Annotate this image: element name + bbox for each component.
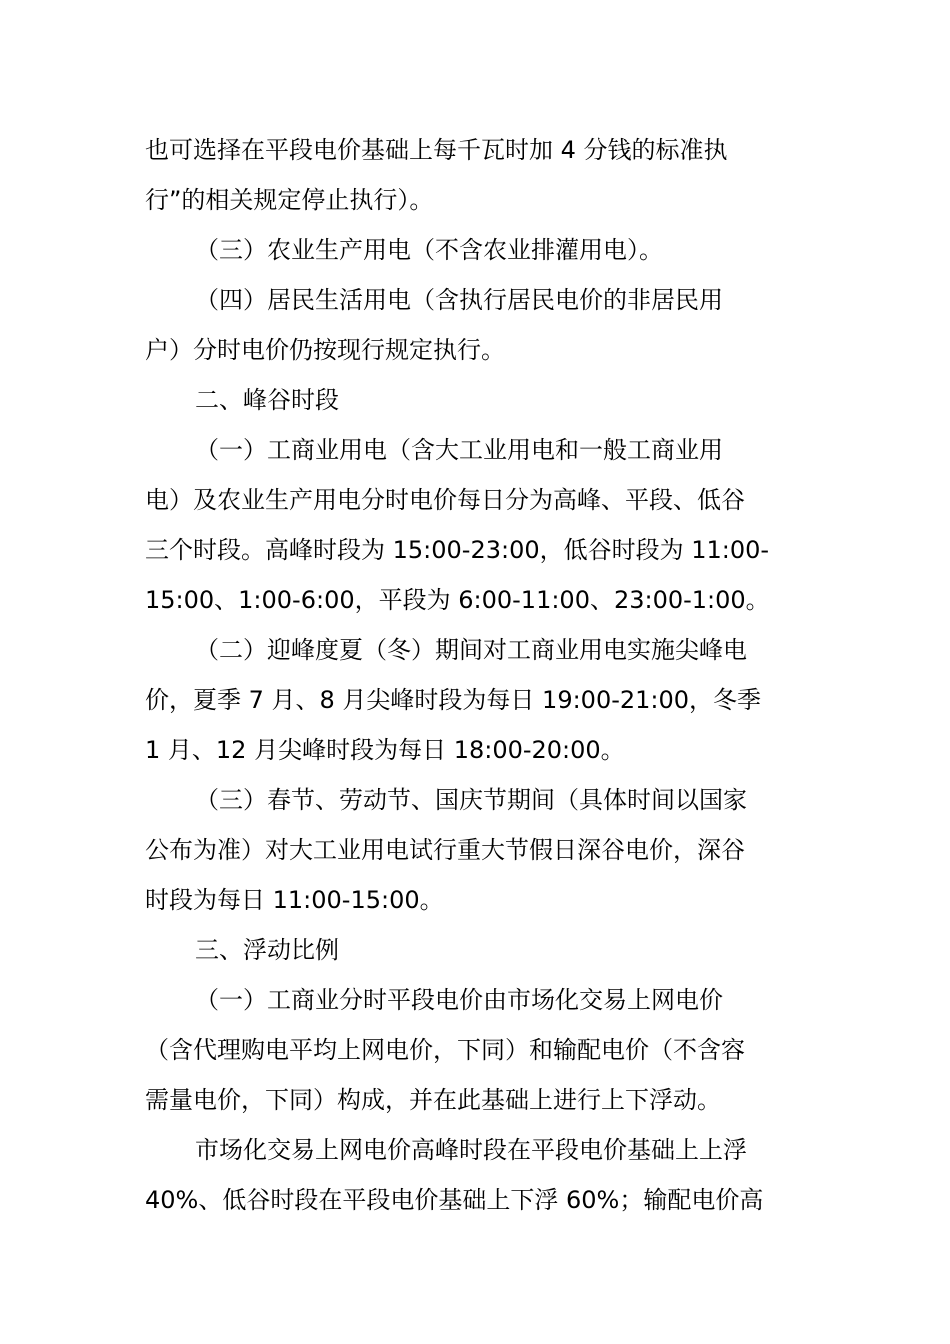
text-line: 行”的相关规定停止执行）。 [145,186,434,214]
text-line: 也可选择在平段电价基础上每千瓦时加 4 分钱的标准执 [145,136,728,164]
text-line: 1 月、12 月尖峰时段为每日 18:00-20:00。 [145,736,625,764]
text-line: 时段为每日 11:00-15:00。 [145,886,444,914]
text-line: （四）居民生活用电（含执行居民电价的非居民用 [195,286,723,314]
text-line: （三）春节、劳动节、国庆节期间（具体时间以国家 [195,786,747,814]
text-line: （三）农业生产用电（不含农业排灌用电）。 [195,236,663,264]
text-line: （一）工商业分时平段电价由市场化交易上网电价 [195,986,723,1014]
text-line: 三个时段。高峰时段为 15:00-23:00，低谷时段为 11:00- [145,536,770,564]
section-heading: 二、峰谷时段 [195,386,339,414]
text-line: 公布为准）对大工业用电试行重大节假日深谷电价，深谷 [145,836,745,864]
text-line: （含代理购电平均上网电价，下同）和输配电价（不含容 [145,1036,745,1064]
text-line: 15:00、1:00-6:00，平段为 6:00-11:00、23:00-1:00。 [145,586,770,614]
section-heading: 三、浮动比例 [195,936,339,964]
text-line: 市场化交易上网电价高峰时段在平段电价基础上上浮 [195,1136,747,1164]
text-line: 电）及农业生产用电分时电价每日分为高峰、平段、低谷 [145,486,745,514]
text-line: 40%、低谷时段在平段电价基础上下浮 60%；输配电价高 [145,1186,764,1214]
text-line: 户）分时电价仍按现行规定执行。 [145,336,505,364]
text-line: （一）工商业用电（含大工业用电和一般工商业用 [195,436,723,464]
text-line: 价，夏季 7 月、8 月尖峰时段为每日 19:00-21:00，冬季 [145,686,762,714]
text-line: （二）迎峰度夏（冬）期间对工商业用电实施尖峰电 [195,636,747,664]
text-line: 需量电价，下同）构成，并在此基础上进行上下浮动。 [145,1086,721,1114]
